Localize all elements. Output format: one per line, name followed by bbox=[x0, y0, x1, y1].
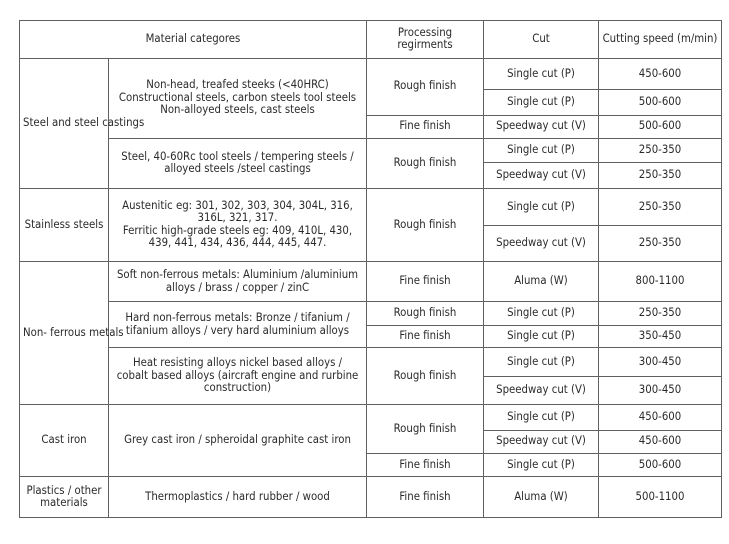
table-row bbox=[20, 58, 722, 90]
process-cell: Rough finish bbox=[367, 188, 484, 261]
speed-cell: 450-600 bbox=[599, 58, 722, 90]
cut-cell: Single cut (P) bbox=[484, 405, 599, 430]
table-row bbox=[20, 138, 722, 162]
speed-cell: 250-350 bbox=[599, 163, 722, 188]
cut-cell: Single cut (P) bbox=[484, 90, 599, 115]
group-cast-iron: Cast iron bbox=[20, 405, 109, 477]
process-cell: Rough finish bbox=[367, 138, 484, 188]
speed-cell: 800-1100 bbox=[599, 261, 722, 302]
table-row bbox=[20, 405, 722, 430]
header-material: Material categores bbox=[20, 21, 367, 59]
cut-cell: Single cut (P) bbox=[484, 348, 599, 376]
group-plastics: Plastics / other materials bbox=[20, 477, 109, 518]
speed-cell: 500-600 bbox=[599, 115, 722, 138]
cut-cell: Single cut (P) bbox=[484, 453, 599, 476]
table-row bbox=[20, 477, 722, 518]
group-stainless: Stainless steels bbox=[20, 188, 109, 261]
material-cell: Heat resisting alloys nickel based alloys / cobalt based alloys (aircraft engine and rurbine construction) bbox=[109, 348, 367, 405]
speed-cell: 250-350 bbox=[599, 188, 722, 226]
cutting-speed-table bbox=[19, 20, 722, 518]
cut-cell: Single cut (P) bbox=[484, 188, 599, 226]
speed-cell: 300-450 bbox=[599, 348, 722, 376]
cut-cell: Single cut (P) bbox=[484, 325, 599, 347]
process-cell: Fine finish bbox=[367, 115, 484, 138]
speed-cell: 250-350 bbox=[599, 302, 722, 325]
material-cell: Grey cast iron / spheroidal graphite cast iron bbox=[109, 405, 367, 477]
table-row bbox=[20, 302, 722, 325]
cut-cell: Speedway cut (V) bbox=[484, 376, 599, 404]
header-processing: Processing regirments bbox=[367, 21, 484, 59]
process-cell: Rough finish bbox=[367, 405, 484, 454]
cut-cell: Aluma (W) bbox=[484, 261, 599, 302]
cut-cell: Speedway cut (V) bbox=[484, 115, 599, 138]
header-cut: Cut bbox=[484, 21, 599, 59]
speed-cell: 500-600 bbox=[599, 453, 722, 476]
cut-cell: Single cut (P) bbox=[484, 302, 599, 325]
process-cell: Fine finish bbox=[367, 453, 484, 476]
speed-cell: 450-600 bbox=[599, 430, 722, 453]
header-cutting-speed: Cutting speed (m/min) bbox=[599, 21, 722, 59]
group-non-ferrous: Non- ferrous metals bbox=[20, 261, 109, 404]
material-cell: Hard non-ferrous metals: Bronze / tifanium / tifanium alloys / very hard aluminium alloys bbox=[109, 302, 367, 348]
material-cell: Non-head, treafed steeks (<40HRC) Constructional steels, carbon steels tool steels Non-alloyed steels, cast steels bbox=[109, 58, 367, 138]
cut-cell: Single cut (P) bbox=[484, 138, 599, 162]
cut-cell: Speedway cut (V) bbox=[484, 163, 599, 188]
cut-cell: Speedway cut (V) bbox=[484, 226, 599, 262]
cut-cell: Speedway cut (V) bbox=[484, 430, 599, 453]
process-cell: Fine finish bbox=[367, 261, 484, 302]
process-cell: Fine finish bbox=[367, 477, 484, 518]
material-cell: Austenitic eg: 301, 302, 303, 304, 304L, 316, 316L, 321, 317. Ferritic high-grade steels eg: 409, 410L, 430, 439, 441, 434, 436, 444, 445, 447. bbox=[109, 188, 367, 261]
process-cell: Rough finish bbox=[367, 348, 484, 405]
process-cell: Rough finish bbox=[367, 302, 484, 325]
material-cell: Steel, 40-60Rc tool steels / tempering steels / alloyed steels /steel castings bbox=[109, 138, 367, 188]
process-cell: Rough finish bbox=[367, 58, 484, 115]
cut-cell: Aluma (W) bbox=[484, 477, 599, 518]
speed-cell: 350-450 bbox=[599, 325, 722, 347]
material-cell: Thermoplastics / hard rubber / wood bbox=[109, 477, 367, 518]
speed-cell: 250-350 bbox=[599, 138, 722, 162]
table-row bbox=[20, 261, 722, 302]
table-row bbox=[20, 188, 722, 226]
speed-cell: 250-350 bbox=[599, 226, 722, 262]
speed-cell: 300-450 bbox=[599, 376, 722, 404]
cut-cell: Single cut (P) bbox=[484, 58, 599, 90]
speed-cell: 500-600 bbox=[599, 90, 722, 115]
speed-cell: 500-1100 bbox=[599, 477, 722, 518]
process-cell: Fine finish bbox=[367, 325, 484, 347]
group-steel: Steel and steel castings bbox=[20, 58, 109, 188]
material-cell: Soft non-ferrous metals: Aluminium /aluminium alloys / brass / copper / zinC bbox=[109, 261, 367, 302]
header-row bbox=[20, 21, 722, 59]
speed-cell: 450-600 bbox=[599, 405, 722, 430]
table-row bbox=[20, 348, 722, 376]
